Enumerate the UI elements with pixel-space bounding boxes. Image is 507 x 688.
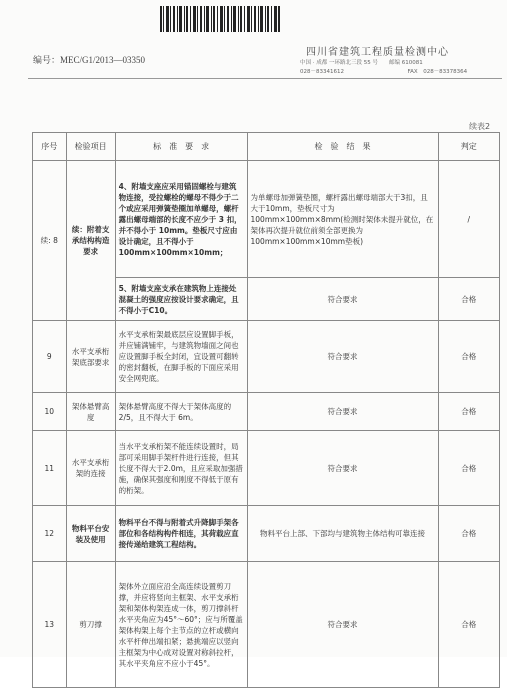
fax: FAX 028－83378364 xyxy=(407,69,468,75)
row-no: 11 xyxy=(33,431,67,506)
organization-name: 四川省建筑工程质量检测中心 xyxy=(306,47,449,58)
organization-contact xyxy=(300,59,505,77)
row-no: 续: 8 xyxy=(33,161,67,321)
row-no: 9 xyxy=(33,321,67,393)
row-item: 水平支承桁架底部要求 xyxy=(66,321,115,393)
row-result: 符合要求 xyxy=(247,562,438,688)
row-standard: 当水平支承桁架不能连续设置时，局部可采用脚手架杆件进行连接，但其长度不得大于2.0m，且应采取加强措施，确保其强度和刚度不得低于原有的桁架。 xyxy=(115,431,247,506)
row-result: 符合要求 xyxy=(247,431,438,506)
table-header-row xyxy=(33,133,500,161)
table-row xyxy=(33,161,500,278)
row-item: 架体悬臂高度 xyxy=(66,393,115,431)
row-judgement: 合格 xyxy=(438,562,499,688)
row-judgement: 合格 xyxy=(438,506,499,562)
col-header-result: 检 验 结 果 xyxy=(247,133,438,161)
row-no: 13 xyxy=(33,562,67,688)
document-number: 编号：MEC/G1/2013—03350 xyxy=(33,55,146,65)
row-standard: 4、附墙支座应采用锚固螺栓与建筑物连接，受拉螺栓的螺母不得少于二个或应采用弹簧垫圈加单螺母，螺杆露出螺母端部的长度不应少于 3 扣，并不得小于 10mm。垫板尺寸应由设计确定，且不得小于 100mm×100mm×10mm； xyxy=(115,161,247,278)
row-judgement: 合格 xyxy=(438,321,499,393)
row-standard: 物料平台不得与附着式升降脚手架各部位和各结构构件相连，其荷载应直接传递给建筑工程结构。 xyxy=(115,506,247,562)
row-result: 为单螺母加弹簧垫圈，螺杆露出螺母端部大于3扣，且大于10mm，垫板尺寸为100mm×100mm×8mm(检测时架体未提升就位，在架体再次提升就位前须全部更换为100mm×100mm×10mm垫板) xyxy=(247,161,438,278)
row-result: 符合要求 xyxy=(247,278,438,321)
phone: 028－83341612 xyxy=(300,69,344,75)
row-no: 10 xyxy=(33,393,67,431)
row-standard: 水平支承桁架最底层应设置脚手板，并应铺满铺牢，与建筑物墙面之间也应设置脚手板全封闭，宜设置可翻转的密封翻板，在脚手板的下面应采用安全网兜底。 xyxy=(115,321,247,393)
row-judgement: 合格 xyxy=(438,393,499,431)
continuation-label: 续表2 xyxy=(469,122,491,131)
row-standard: 架体悬臂高度不得大于架体高度的 2/5，且不得大于 6m。 xyxy=(115,393,247,431)
table-row xyxy=(33,393,500,431)
col-header-no: 序号 xyxy=(33,133,67,161)
row-result: 符合要求 xyxy=(247,393,438,431)
header-rule xyxy=(28,78,502,79)
row-judgement: / xyxy=(438,161,499,278)
row-result: 符合要求 xyxy=(247,321,438,393)
barcode-image xyxy=(160,6,280,36)
row-result: 物料平台上部、下部均与建筑物主体结构可靠连接 xyxy=(247,506,438,562)
table-row xyxy=(33,321,500,393)
row-judgement: 合格 xyxy=(438,431,499,506)
row-item: 剪刀撑 xyxy=(66,562,115,688)
col-header-item: 检验项目 xyxy=(66,133,115,161)
phone-fax-line xyxy=(300,68,505,77)
col-header-standard: 标 准 要 求 xyxy=(115,133,247,161)
inspection-table xyxy=(32,132,500,688)
table-row xyxy=(33,431,500,506)
row-item: 水平支承桁架的连接 xyxy=(66,431,115,506)
address-line: 中国 · 成都 一环路北三段 55 号 邮编 610081 xyxy=(300,60,423,66)
table-row xyxy=(33,506,500,562)
col-header-judgement: 判定 xyxy=(438,133,499,161)
row-judgement: 合格 xyxy=(438,278,499,321)
row-standard: 5、附墙支座支承在建筑物上连接处混凝土的强度应按设计要求确定，且不得小于C10。 xyxy=(115,278,247,321)
row-item: 续：附着支承结构构造要求 xyxy=(66,161,115,321)
row-no: 12 xyxy=(33,506,67,562)
row-standard: 架体外立面应沿全高连续设置剪刀撑，并应将竖向主框架、水平支承桁架和架体构架连成一体，剪刀撑斜杆水平夹角应为45°～60°；应与所覆盖架体构架上每个主节点的立杆或横向水平杆伸出端扣紧；悬挑端应以竖向主框架为中心成对设置对称斜拉杆，其水平夹角应不应小于45°。 xyxy=(115,562,247,688)
row-item: 物料平台安装及使用 xyxy=(66,506,115,562)
table-row xyxy=(33,562,500,688)
